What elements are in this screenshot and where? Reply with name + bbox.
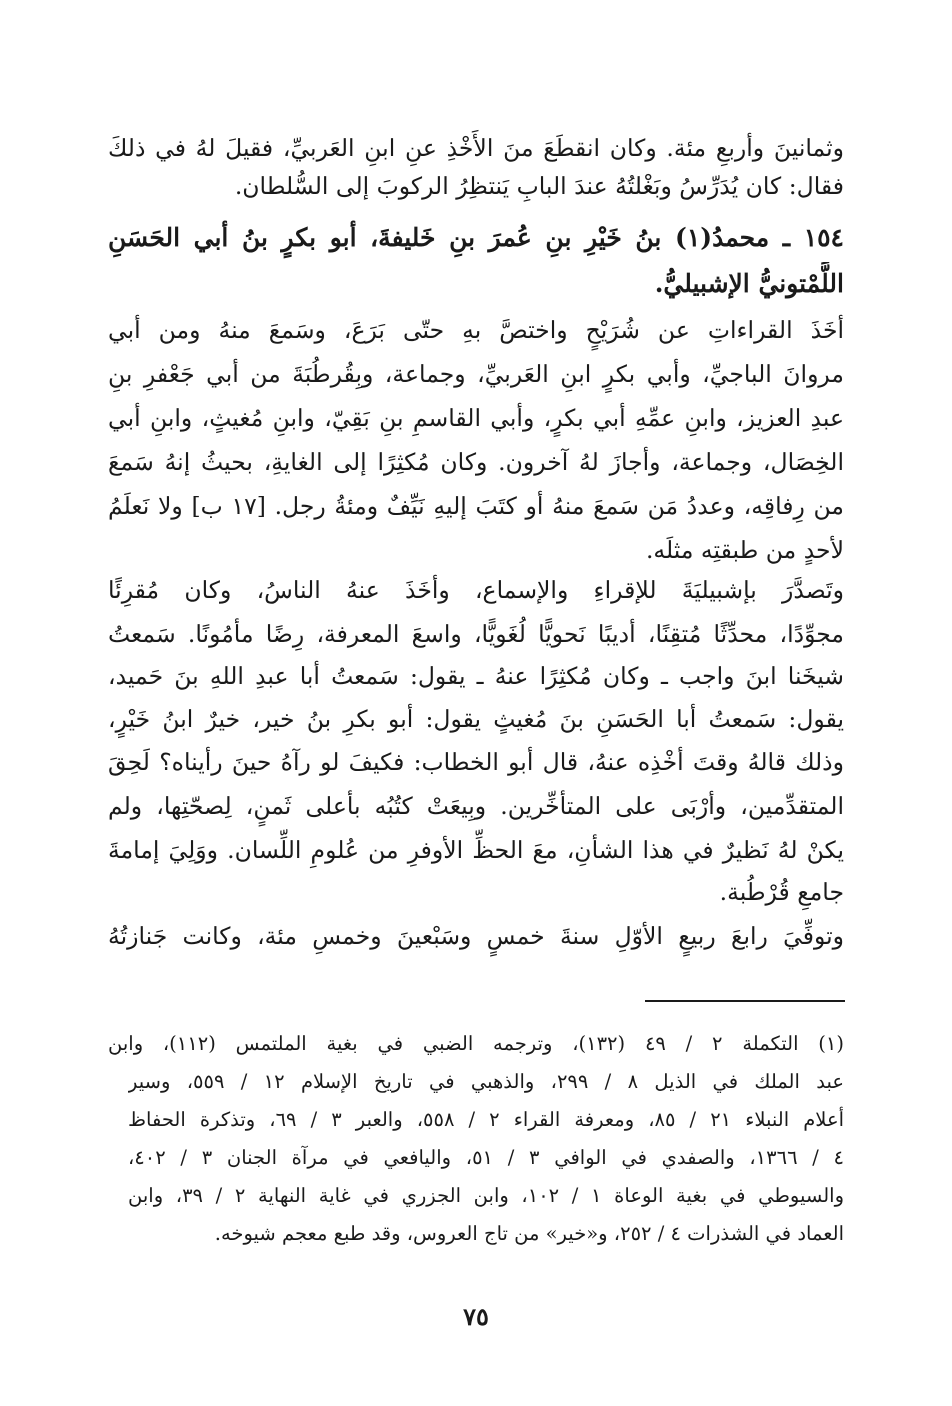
footnote-separator [645,1000,845,1002]
footnote-line: ٤ / ١٣٦٦، والصفدي في الوافي ٣ / ٥١، واليافعي في مرآة الجنان ٣ / ٤٠٢، [128,1146,844,1169]
entry-heading: اللَّمْتونيُّ الإشبيليُّ. [654,269,844,298]
body-line: مجوِّدًا، محدِّثًا مُتقِنًا، أديبًا نَحويًّا لُغَويًّا، واسعَ المعرفة، رِضًا مأمُونًا. سَمعتُ [108,620,844,648]
body-line: المتقدِّمين، وأرْبَى على المتأخِّرين. وبِيعَتْ كتُبُه بأعلى ثَمنٍ، لِصحّتِها، ولم [108,792,844,820]
body-line: شيخَنا ابنَ واجب ـ وكان مُكثِرًا عنهُ ـ يقول: سَمعتُ أبا عبدِ اللهِ بنَ حَميد، [108,662,844,690]
body-line: فقال: كان يُدَرِّسُ وبَغْلتُهُ عندَ البابِ يَنتظِرُ الركوبَ إلى السُّلطان. [234,172,844,200]
body-line: مروانَ الباجيِّ، وأبي بكرٍ ابنِ العَربيِّ، وجماعة، وبِقُرطُبَةَ من أبي جَعْفرِ بنِ [108,360,844,388]
body-line: وذلك قالهُ وقتَ أخْذِه عنهُ، قال أبو الخطاب: فكيفَ لو رآهُ حينَ رأيناه؟ لَحِقَ [108,748,844,776]
body-line: وتَصدَّرَ بإشبيليَةَ للإقراءِ والإسماع، وأخَذَ عنهُ الناسُ، وكان مُقرِئًا [108,576,844,604]
footnote-line: (١) التكملة ٢ / ٤٩ (١٣٢)، وترجمه الضبي في بغية الملتمس (١١٢)، وابن [108,1032,844,1055]
body-line: أخَذَ القراءاتِ عن شُرَيْحٍ واختصَّ بهِ حتّى بَرَعَ، وسَمعَ منهُ ومن أبي [108,316,844,344]
body-line: الخِصَال، وجماعة، وأجازَ لهُ آخرون. وكان مُكثِرًا إلى الغايةِ، بحيثُ إنهُ سَمعَ [108,448,844,476]
footnote-line: العماد في الشذرات ٤ / ٢٥٢، و«خير» من تاج العروس، وقد طبع معجم شيوخه. [214,1222,844,1245]
footnote-line: عبد الملك في الذيل ٨ / ٢٩٩، والذهبي في تاريخ الإسلام ١٢ / ٥٥٩، وسير [128,1070,844,1093]
body-line: عبدِ العزيز، وابنِ عمِّهِ أبي بكرٍ، وأبي القاسمِ بنِ بَقِيّ، وابنِ مُغيثٍ، وابنِ أبي [108,404,844,432]
body-line: يقول: سَمعتُ أبا الحَسَنِ بنَ مُغيثٍ يقول: أبو بكرِ بنُ خير، خيرٌ ابنُ خَيْرٍ، [108,705,844,733]
body-line: يكنْ لهُ نَظيرٌ في هذا الشأنِ، معَ الحظِّ الأوفرِ من عُلومِ اللِّسان. ووَلِيَ إمامةَ [108,836,844,864]
body-line: جامعِ قُرْطُبة. [719,878,844,906]
body-line: وثمانينَ وأربعِ مئة. وكان انقطَعَ منَ الأَخْذِ عنِ ابنِ العَربيِّ، فقيلَ لهُ في ذلكَ [108,134,844,162]
footnote-line: والسيوطي في بغية الوعاة ١ / ١٠٢، وابن الجزري في غاية النهاية ٢ / ٣٩، وابن [128,1184,844,1207]
page-number: ٧٥ [463,1302,489,1331]
body-line: من رِفاقِه، وعددُ مَن سَمعَ منهُ أو كتَبَ إليهِ نَيِّفٌ ومئةُ رجل. [١٧ ب] ولا نَعلَمُ [108,492,844,520]
footnote-line: أعلام النبلاء ٢١ / ٨٥، ومعرفة القراء ٢ / ٥٥٨، والعبر ٣ / ٦٩، وتذكرة الحفاظ [128,1108,844,1131]
body-line: وتوفِّيَ رابعَ ربيعٍ الأوّلِ سنةَ خمسٍ وسَبْعينَ وخمسِ مئة، وكانت جَنازتُهُ [108,922,844,950]
entry-heading: ١٥٤ ـ محمدُ(١) بنُ خَيْرِ بنِ عُمرَ بنِ خَليفةَ، أبو بكرٍ بنُ أبي الحَسَنِ [108,223,844,252]
body-line: لأحدٍ من طبقتِه مثلَه. [645,536,844,564]
